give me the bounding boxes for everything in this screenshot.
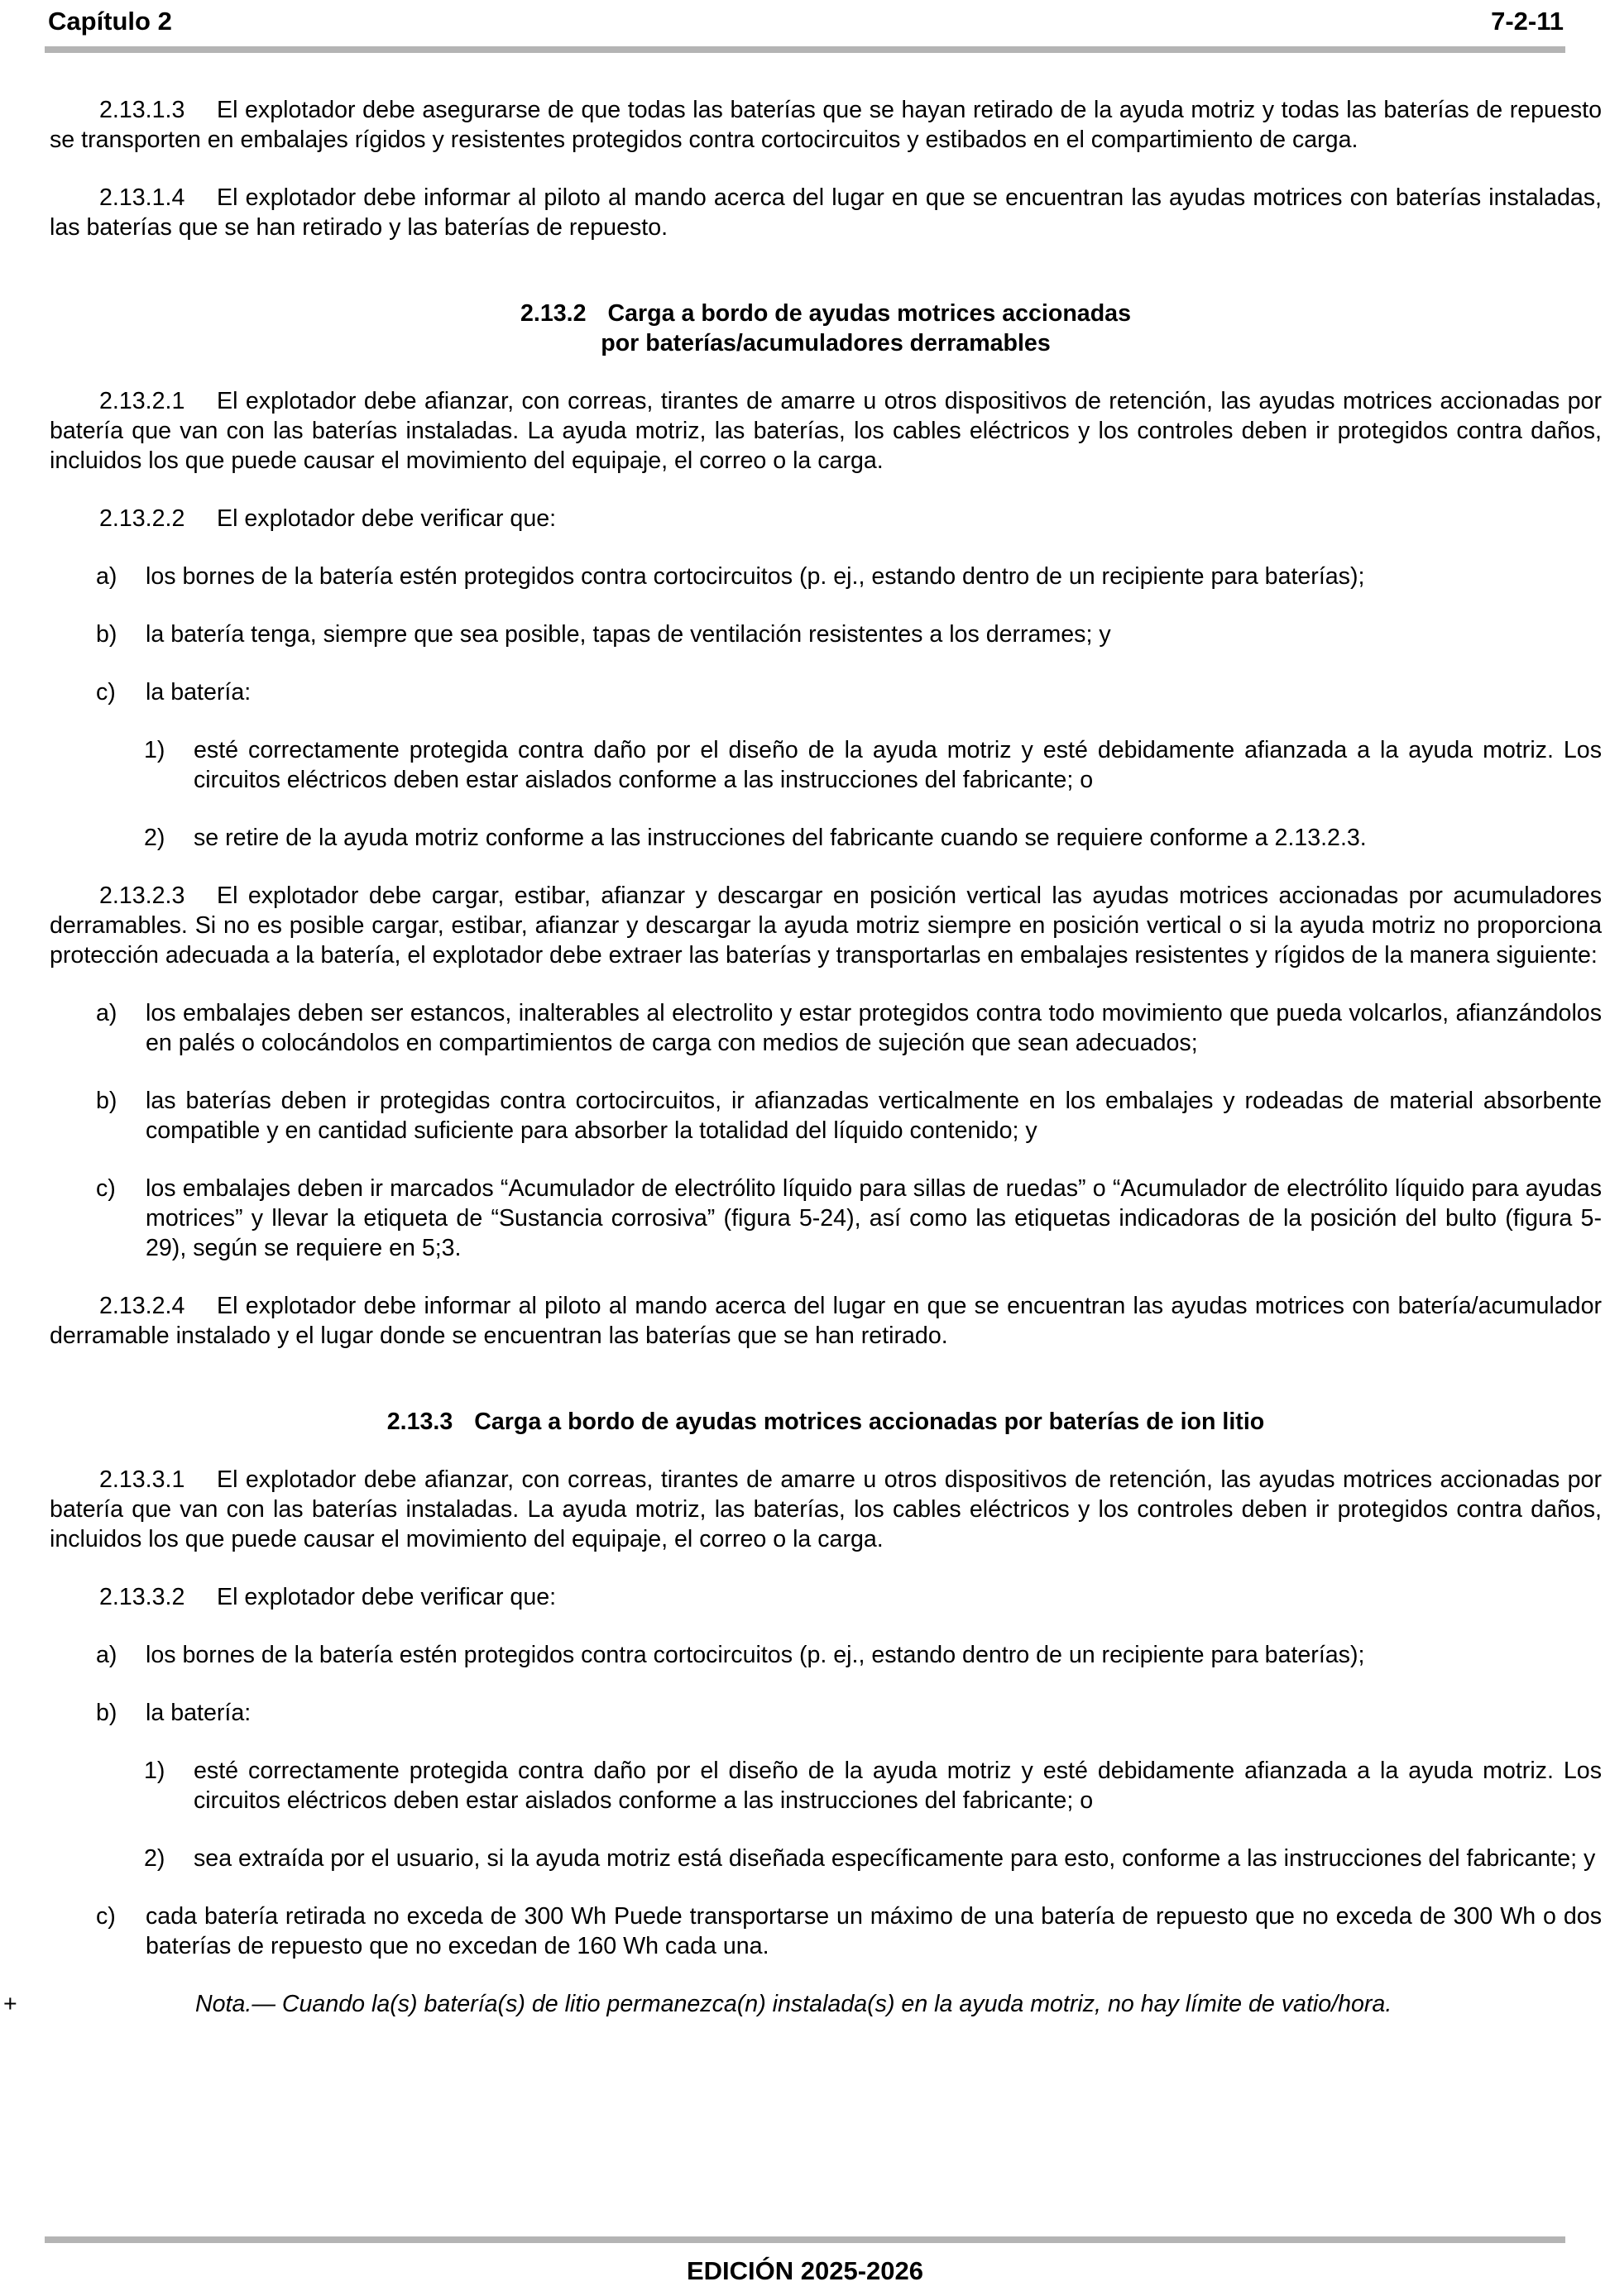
item-text: esté correctamente protegida contra daño por el diseño de la ayuda motriz y esté debidamente afianzada a la ayuda motriz. Los circuitos eléctricos deben estar aislados conforme a las instrucciones del fabricante; o xyxy=(194,737,1602,793)
item-text: cada batería retirada no exceda de 300 Wh Puede transportarse un máximo de una batería de repuesto que no exceda de 300 Wh o dos baterías de repuesto que no excedan de 160 Wh cada una. xyxy=(146,1903,1602,1959)
paragraph-number: 2.13.1.3 xyxy=(99,97,185,123)
item-text: los bornes de la batería estén protegidos contra cortocircuitos (p. ej., estando dentro de un recipiente para baterías); xyxy=(146,563,1365,590)
paragraph-text: El explotador debe informar al piloto al mando acerca del lugar en que se encuentran las ayudas motrices con batería/acumulador derramable instalado y el lugar donde se encuentran las baterías que se han retirado. xyxy=(50,1293,1602,1349)
paragraph-number: 2.13.2.2 xyxy=(99,505,185,532)
list-item-b xyxy=(50,619,1602,649)
item-label: 1) xyxy=(144,737,165,763)
item-label: a) xyxy=(96,563,117,590)
sub-item-2 xyxy=(50,823,1602,853)
list-item-a xyxy=(50,562,1602,591)
paragraph-2-13-2-3 xyxy=(50,881,1602,970)
paragraph-number: 2.13.3.1 xyxy=(99,1466,185,1493)
item-label: b) xyxy=(96,1088,117,1114)
change-marker: + xyxy=(3,1991,17,2017)
item-label: 2) xyxy=(144,1845,165,1872)
section-number: 2.13.3 xyxy=(386,1409,453,1435)
section-heading-2-13-3 xyxy=(50,1407,1602,1437)
paragraph-text: El explotador debe asegurarse de que todas las baterías que se hayan retirado de la ayuda motriz y todas las baterías de repuesto se transporten en embalajes rígidos y resistentes protegidos contra cortocircuitos y estibados en el compartimiento de carga. xyxy=(50,97,1602,153)
paragraph-2-13-2-2 xyxy=(50,504,1602,533)
paragraph-text: El explotador debe verificar que: xyxy=(217,505,557,532)
edition-footer: EDICIÓN 2025-2026 xyxy=(686,2256,924,2285)
paragraph-2-13-3-2 xyxy=(50,1582,1602,1612)
paragraph-2-13-3-1 xyxy=(50,1465,1602,1554)
section-heading-2-13-2 xyxy=(50,299,1602,358)
sub-item-1 xyxy=(50,1756,1602,1815)
paragraph-text: El explotador debe afianzar, con correas, tirantes de amarre u otros dispositivos de retención, las ayudas motrices accionadas por batería que van con las baterías instaladas. La ayuda motriz, las baterías, los cables eléctricos y los controles deben ir protegidos contra daños, incluidos los que puede causar el movimiento del equipaje, el correo o la carga. xyxy=(50,388,1602,474)
paragraph-2-13-2-1 xyxy=(50,386,1602,476)
item-label: c) xyxy=(96,679,116,706)
item-label: 1) xyxy=(144,1758,165,1784)
list-item-c xyxy=(50,677,1602,707)
paragraph-text: El explotador debe informar al piloto al mando acerca del lugar en que se encuentran las ayudas motrices con baterías instaladas, las baterías que se han retirado y las baterías de repuesto. xyxy=(50,184,1602,241)
paragraph-number: 2.13.2.4 xyxy=(99,1293,185,1319)
paragraph-2-13-1-3 xyxy=(50,95,1602,155)
item-label: a) xyxy=(96,1000,117,1026)
list-item-c xyxy=(50,1174,1602,1263)
note-text: Nota.— Cuando la(s) batería(s) de litio permanezca(n) instalada(s) en la ayuda motriz, no hay límite de vatio/hora. xyxy=(195,1991,1392,2017)
document-body xyxy=(3,95,1602,2019)
item-text: los embalajes deben ir marcados “Acumulador de electrólito líquido para sillas de ruedas” o “Acumulador de electrólito líquido para ayudas motrices” y llevar la etiqueta de “Sustancia corrosiva” (figura 5-24), así como las etiquetas indicadoras de la posición del bulto (figura 5-29), según se requiere en 5;3. xyxy=(146,1175,1602,1261)
footer-rule xyxy=(45,2236,1565,2243)
item-label: b) xyxy=(96,1700,117,1726)
list-item-b xyxy=(50,1698,1602,1728)
paragraph-text: El explotador debe afianzar, con correas, tirantes de amarre u otros dispositivos de retención, las ayudas motrices accionadas por batería que van con las baterías instaladas. La ayuda motriz, las baterías, los cables eléctricos y los controles deben ir protegidos contra daños, incluidos los que puede causar el movimiento del equipaje, el correo o la carga. xyxy=(50,1466,1602,1552)
item-label: 2) xyxy=(144,825,165,851)
sub-item-2 xyxy=(50,1844,1602,1873)
item-text: la batería tenga, siempre que sea posible, tapas de ventilación resistentes a los derrames; y xyxy=(146,621,1111,648)
page-header xyxy=(48,7,1564,40)
chapter-label: Capítulo 2 xyxy=(48,7,172,36)
item-text: la batería: xyxy=(146,679,252,706)
list-item-a xyxy=(50,1640,1602,1670)
paragraph-text: El explotador debe verificar que: xyxy=(217,1584,557,1610)
paragraph-number: 2.13.1.4 xyxy=(99,184,185,211)
note xyxy=(3,1989,1602,2019)
item-text: la batería: xyxy=(146,1700,252,1726)
item-text: sea extraída por el usuario, si la ayuda motriz está diseñada específicamente para esto, conforme a las instrucciones del fabricante; y xyxy=(194,1845,1596,1872)
item-text: los bornes de la batería estén protegidos contra cortocircuitos (p. ej., estando dentro de un recipiente para baterías); xyxy=(146,1642,1365,1668)
paragraph-2-13-2-4 xyxy=(50,1291,1602,1351)
page-number: 7-2-11 xyxy=(1491,7,1564,36)
section-number: 2.13.2 xyxy=(520,300,587,327)
item-label: c) xyxy=(96,1903,116,1930)
item-label: a) xyxy=(96,1642,117,1668)
item-text: los embalajes deben ser estancos, inalterables al electrolito y estar protegidos contra todo movimiento que pueda volcarlos, afianzándolos en palés o colocándolos en compartimientos de carga con medios de sujeción que sean adecuados; xyxy=(146,1000,1602,1056)
item-text: esté correctamente protegida contra daño por el diseño de la ayuda motriz y esté debidamente afianzada a la ayuda motriz. Los circuitos eléctricos deben estar aislados conforme a las instrucciones del fabricante; o xyxy=(194,1758,1602,1814)
section-title-line2: por baterías/acumuladores derramables xyxy=(601,330,1051,356)
item-text: las baterías deben ir protegidas contra cortocircuitos, ir afianzadas verticalmente en los embalajes y rodeadas de material absorbente compatible y en cantidad suficiente para absorber la totalidad del líquido contenido; y xyxy=(146,1088,1602,1144)
item-text: se retire de la ayuda motriz conforme a las instrucciones del fabricante cuando se requiere conforme a 2.13.2.3. xyxy=(194,825,1367,851)
list-item-b xyxy=(50,1086,1602,1146)
item-label: c) xyxy=(96,1175,116,1202)
paragraph-2-13-1-4 xyxy=(50,183,1602,242)
list-item-c xyxy=(50,1901,1602,1961)
paragraph-number: 2.13.2.3 xyxy=(99,883,185,909)
section-title-line1: Carga a bordo de ayudas motrices accionadas xyxy=(607,300,1131,327)
section-title: Carga a bordo de ayudas motrices accionadas por baterías de ion litio xyxy=(474,1409,1265,1435)
item-label: b) xyxy=(96,621,117,648)
paragraph-number: 2.13.3.2 xyxy=(99,1584,185,1610)
header-rule xyxy=(45,46,1565,53)
list-item-a xyxy=(50,998,1602,1058)
paragraph-text: El explotador debe cargar, estibar, afianzar y descargar en posición vertical las ayudas motrices accionadas por acumuladores derramables. Si no es posible cargar, estibar, afianzar y descargar la ayuda motriz siempre en posición vertical o si la ayuda motriz no proporciona protección adecuada a la batería, el explotador debe extraer las baterías y transportarlas en embalajes resistentes y rígidos de la manera siguiente: xyxy=(50,883,1602,969)
sub-item-1 xyxy=(50,735,1602,795)
paragraph-number: 2.13.2.1 xyxy=(99,388,185,414)
